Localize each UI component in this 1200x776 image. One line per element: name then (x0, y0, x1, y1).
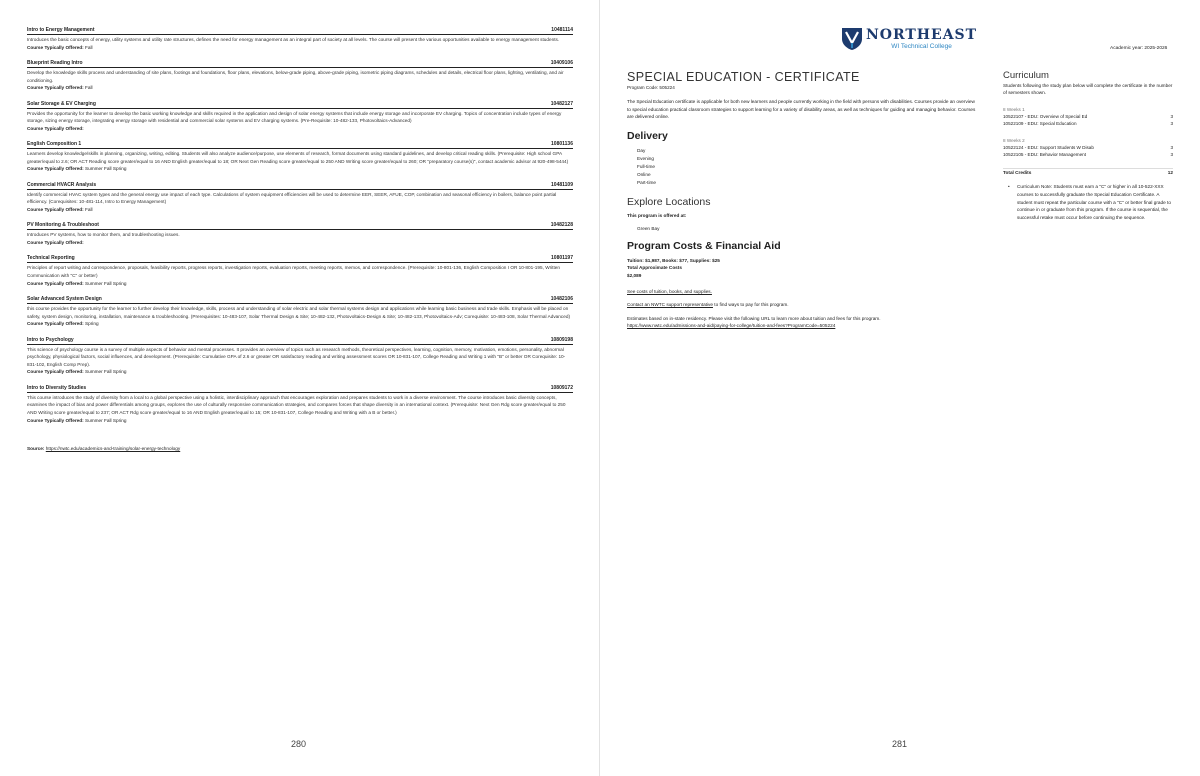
delivery-list (627, 147, 977, 187)
course-entry (27, 101, 573, 133)
program-code: Program Code: 505224 (627, 85, 675, 90)
course-offered-label: Course Typically Offered: (27, 125, 84, 131)
total-credits-label: Total Credits (1003, 170, 1032, 176)
course-offered-value: Summer Fall Spring (85, 280, 127, 286)
delivery-item: Day (637, 147, 646, 153)
course-offered (27, 417, 573, 424)
delivery-item: Online (637, 171, 651, 177)
page-number-right: 281 (892, 739, 908, 749)
course-offered-label: Course Typically Offered: (27, 280, 84, 286)
course-entry (27, 141, 573, 173)
course-offered-label: Course Typically Offered: (27, 206, 84, 212)
course-header (27, 385, 573, 393)
source-link[interactable]: https://nwtc.edu/academics-and-training/solar-energy-technology (45, 445, 181, 451)
course-header (27, 60, 573, 68)
course-entry (27, 60, 573, 92)
course-offered-value: Fall (85, 44, 93, 50)
costs-heading: Program Costs & Financial Aid (627, 239, 781, 252)
course-description: Introduces PV systems, how to monitor them, and troubleshooting issues. (27, 232, 180, 238)
course-offered (27, 206, 573, 213)
course-code: 10481109 (551, 181, 573, 188)
course-title: Blueprint Reading Intro (27, 60, 83, 66)
course-offered-label: Course Typically Offered: (27, 166, 84, 172)
course-header (27, 101, 573, 109)
course-description: this course provides the opportunity for the learner to further develop their knowledge, skills, process and understanding of solar electric and solar thermal systems design and applications while learning basic business and trade skills. Emphasis will be placed on safety, system design, monitoring, installation, maintenance & troubleshooting. (Prerequisites: 10-483-107, Solar Thermal Design & Site; 10-482-132, Photovoltaics-Design & Site; 10-482-133, Photovoltaics-Adv; Corequisite: 10-483-108, Solar Thermal Advanced) (27, 305, 571, 319)
course-offered (27, 239, 573, 246)
course-entry (27, 222, 573, 246)
estimate-line (627, 315, 977, 330)
course-offered (27, 280, 573, 287)
course-offered-value: Summer Fall Spring (85, 166, 127, 172)
program-main-column (627, 70, 977, 336)
total-credits-value: 12 (1167, 170, 1173, 176)
curriculum-course-credits: 3 (1170, 121, 1173, 127)
course-offered (27, 44, 573, 51)
college-subtitle: WI Technical College (891, 42, 952, 50)
page-number-left: 280 (291, 739, 307, 749)
curriculum-course-row (1003, 144, 1173, 151)
course-title: Intro to Energy Management (27, 27, 95, 33)
course-description: This course introduces the study of diversity from a local to a global perspective using a holistic, interdisciplinary approach that encourages exploration and prepares students to work in a diverse environment. The course introduces basic diversity concepts, examines the impact of bias and power differentials among groups, explores the use of culturally responsive communication strategies, and compares forces that shape diversity in an international context. (Prerequisite: Next Gen Rdg score greater/equal to 250 AND Writing score greater/equal to 237; OR ACT Rdg score greater/equal to 16 AND English greater/equal to 15; OR 10-831-107, College Reading and Writing with a B or better.) (27, 394, 566, 415)
course-offered-label: Course Typically Offered: (27, 321, 84, 327)
course-entry (27, 296, 573, 328)
course-code: 10481114 (551, 27, 573, 33)
course-entry (27, 385, 573, 424)
course-offered (27, 84, 573, 91)
course-offered-label: Course Typically Offered: (27, 44, 84, 50)
course-title: Solar Storage & EV Charging (27, 100, 96, 107)
course-code: 10801197 (551, 255, 573, 262)
course-list (27, 27, 573, 424)
course-offered-value: Spring (85, 321, 99, 327)
course-description: Introduces the basic concepts of energy, utility systems and utility rate structures, defines the need for energy management as an integral part of society at all levels. The course will present the various opportunities available to energy management students. (27, 37, 560, 42)
term-label: 8 Weeks 2 (1003, 137, 1025, 143)
cost-breakdown: Tuition: $1,987, Books: $77, Supplies: $25 (627, 257, 720, 263)
support-link-suffix: to find ways to pay for this program. (712, 302, 789, 308)
course-title: Intro to Diversity Studies (27, 384, 87, 391)
costs-link[interactable]: See costs of tuition, books, and supplies. (627, 288, 712, 294)
course-code: 10809198 (550, 336, 573, 343)
course-header (27, 141, 573, 149)
course-description: Learners develop knowledge/skills in planning, organizing, writing, editing. Students will also analyze audience/purpose, use elements of research, format documents using standard guidelines, and develop critical reading skills. (Prerequisite: High school GPA greater/equal to 2.6; OR ACT Reading score greater/equal to 16 AND English greater/equal to 18; OR Next Gen Reading score greater/equal to 250 AND Writing score greater/equal to 260; OR "preparatory course(s)", contact academic advisor at 920-498-5444) (27, 151, 569, 164)
course-header (27, 255, 573, 263)
course-offered (27, 165, 573, 172)
costs-link-line (627, 288, 977, 296)
course-offered-label: Course Typically Offered: (27, 417, 84, 423)
course-offered-value: Summer Fall Spring (85, 369, 127, 375)
source-line (27, 446, 573, 451)
costs-summary (627, 257, 977, 280)
course-offered-value: Fall (85, 85, 93, 91)
course-title: English Composition 1 (27, 141, 82, 148)
course-offered-value: Summer Fall Spring (85, 417, 127, 423)
locations-heading: Explore Locations (627, 195, 711, 208)
delivery-item: Full-time (637, 163, 655, 169)
course-header (27, 182, 573, 190)
course-offered-label: Course Typically Offered: (27, 239, 84, 245)
course-code: 10482127 (550, 100, 573, 107)
term-label: 8 Weeks 1 (1003, 106, 1025, 112)
total-costs-value: $2,089 (627, 272, 642, 278)
estimate-url-link[interactable]: https://www.nwtc.edu/admissions-and-aid/paying-for-college/tuition-and-fees?ProgramCode=505224 (627, 323, 836, 329)
course-offered (27, 125, 573, 132)
delivery-item: Part-time (637, 179, 657, 185)
support-link[interactable]: Contact an NWTC support representative (627, 302, 713, 308)
course-title: PV Monitoring & Troubleshoot (27, 222, 99, 229)
shield-logo-icon (841, 27, 863, 51)
course-entry (27, 337, 573, 376)
curriculum-course-name: 10522124 - EDU: Support Students W Disab (1003, 144, 1094, 150)
course-description: Identify commercial HVAC system types and the general energy use impact of each type. Calculations of system equipment efficiencies will be used to determine EER, SEER, AFUE, COP, combination and seasonal efficiency in boilers, balance point partial efficiency. (Corequisites: 10-481-114, Intro to Energy Management) (27, 191, 557, 205)
academic-year: Academic year: 2025-2026 (1110, 46, 1168, 51)
curriculum-course-row (1003, 120, 1173, 127)
program-description: The Special Education certificate is applicable for both new learners and people currently working in the field with persons with disabilities. Courses provide an overview to special education practical classroom strategies to support learning for a variety of disability areas, as well as techniques for guiding and managing behavior. Courses are delivered online. (627, 99, 976, 120)
course-title: Intro to Psychology (27, 336, 74, 343)
course-description: Develop the knowledge skills process and understanding of site plans, footings and foundations, floor plans, elevations, below-grade piping, above-grade piping, isometric piping diagrams, schedules and details, electrical floor plans, lighting, ventilating, and air conditioning. (27, 70, 564, 83)
delivery-item: Evening (637, 155, 654, 161)
total-credits-row (1003, 168, 1173, 175)
course-title: Technical Reporting (27, 255, 75, 262)
course-entry (27, 27, 573, 51)
course-description: This science of psychology course is a survey of multiple aspects of behavior and mental processes. It provides an overview of topics such as research methods, theoretical perspectives, learning, cognition, memory, motivation, emotions, personality, abnormal psychology, physiological factors, social influences, and development. (Prerequisite: Cumulative GPA of 2.6 or greater OR satisfactory reading and writing assessment scores OR 10-831-107, College Reading and Writing 1 with "B" or better OR Corequisite: 10-831-102, English Comp Prep). (27, 346, 566, 367)
curriculum-column (1003, 70, 1173, 221)
course-offered (27, 320, 573, 327)
college-name: NORTHEAST (866, 26, 978, 43)
course-code: 10482106 (550, 295, 573, 302)
total-costs-label: Total Approximate Costs (627, 265, 682, 271)
curriculum-term (1003, 137, 1173, 159)
curriculum-heading: Curriculum (1003, 70, 1049, 81)
course-header (27, 222, 573, 230)
course-entry (27, 182, 573, 214)
course-description: Principles of report writing and correspondence, proposals, feasibility reports, progress reports, investigation reports, evaluation reports, meeting reports, memos, and correspondence. (Prerequisite: 10-801-136, English Composition I OR 10-801-195, Written Communication with "C" or better) (27, 265, 560, 278)
course-code: 10482128 (550, 222, 573, 229)
term-list (1003, 106, 1173, 159)
curriculum-course-name: 10522107 - EDU: Overview of Special Ed (1003, 113, 1088, 119)
curriculum-note: • Curriculum Note: Students must earn a "C" or higher in all 10-522-XXX courses to successfully graduate the Special Education Certificate. A student must repeat the particular course with a "C" or better final grade to continue in or graduate from this program. If the course is sequential, the successful retake must occur before continuing the sequence. (1003, 183, 1173, 221)
support-link-line (627, 301, 977, 309)
course-header (27, 296, 573, 304)
curriculum-course-row (1003, 151, 1173, 158)
program-title: SPECIAL EDUCATION - CERTIFICATE (627, 70, 860, 84)
course-code: 10409106 (550, 60, 573, 66)
curriculum-course-row (1003, 113, 1173, 120)
locations-label: This program is offered at: (627, 212, 687, 218)
course-offered-label: Course Typically Offered: (27, 85, 84, 91)
course-offered-value: Fall (85, 206, 93, 212)
course-title: Commercial HVACR Analysis (27, 181, 97, 188)
curriculum-description: Students following the study plan below will complete the certificate in the number of semesters shown. (1003, 83, 1173, 96)
estimate-text: Estimates based on in-state residency. Please visit the following URL to learn more about tuition and fees for this program. (627, 315, 881, 321)
source-label: Source: (27, 445, 45, 451)
course-offered-label: Course Typically Offered: (27, 369, 84, 375)
course-code: 10801136 (551, 141, 573, 148)
college-logo (841, 27, 977, 51)
curriculum-term (1003, 106, 1173, 128)
curriculum-course-name: 10522109 - EDU: Special Education (1003, 121, 1077, 127)
curriculum-course-credits: 3 (1170, 144, 1173, 150)
course-code: 10809172 (550, 384, 573, 391)
location-value: Green Bay (637, 225, 660, 231)
course-offered (27, 368, 573, 375)
course-description: Provides the opportunity for the learner to develop the basic working knowledge and skills required in the application and design of solar energy systems that include energy storage and incorporate EV charging. Topics of concentration include types of energy storage, sizing energy storage, integrating energy storage with residential and commercial solar systems and EV charging systems. (Pre-Requisite: 10-482-133, Photovoltaics-Advanced) (27, 110, 562, 124)
delivery-heading: Delivery (627, 129, 668, 142)
course-header (27, 337, 573, 345)
curriculum-course-credits: 3 (1170, 113, 1173, 119)
curriculum-course-credits: 3 (1170, 152, 1173, 158)
course-title: Solar Advanced System Design (27, 295, 102, 302)
course-header (27, 27, 573, 35)
course-entry (27, 255, 573, 287)
curriculum-course-name: 10522105 - EDU: Behavior Management (1003, 152, 1086, 158)
